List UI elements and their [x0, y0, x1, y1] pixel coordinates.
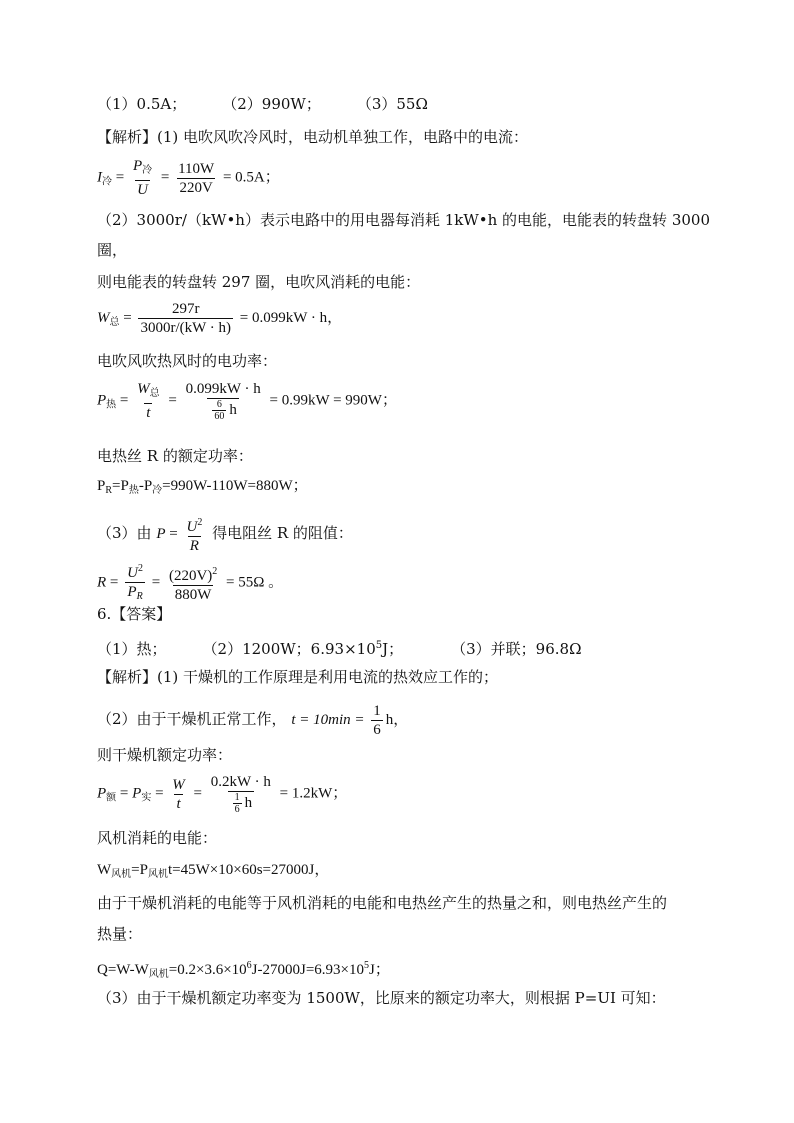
formula-heater-power: $P_R=P_热-P_冷=990W-110W=880W$； — [97, 478, 308, 496]
formula-resistance: R = $\frac{U^2}{P_R}$ = $\frac{(220V)^2}{880W}$ = 55Ω 。 — [97, 560, 283, 606]
answer-3: （3）55Ω — [356, 95, 428, 113]
formula-energy: $W_总$ = $\frac{297r}{3000r/(kW \cdot h)}$ = 0.099kW · h， — [97, 301, 343, 336]
formula-rated-power: $P_额 = P_实$ = $\frac{W}{t}$ = 0.2kW · h $\frac{1}{6}$ h = 1.2kW； — [97, 774, 348, 815]
formula-hot-power: $P_热$ = $\frac{W_总}{t}$ = 0.099kW · h $\frac{6}{60}$ h = 0.99kW = 990W； — [97, 381, 397, 422]
formula-heat: $Q=W-W_{风机}=0.2\times 3.6\times 10^6J-27000J=6.93\times 10^5J$； — [97, 960, 390, 980]
formula-current: $I_冷$ = $\frac{P_冷}{U}$ = $\frac{110W}{220V}$ = 0.5A； — [97, 158, 280, 198]
answer-line-6 — [97, 636, 582, 659]
heat-explanation: 由于干燥机消耗的电能等于风机消耗的电能和电热丝产生的热量之和，则电热丝产生的 — [97, 894, 668, 912]
fan-energy-intro: 风机消耗的电能： — [97, 829, 218, 847]
heater-power-intro: 电热丝 R 的额定功率： — [97, 447, 253, 465]
time-statement: （2）由于干燥机正常工作， t = 10min = $\frac{1}{6}$ h， — [97, 703, 409, 738]
answer-line-5 — [97, 94, 428, 114]
rated-power-intro: 则干燥机额定功率： — [97, 746, 233, 764]
answer-6-2: （2）1200W；$6.93\times 10^5J$； — [202, 640, 404, 658]
part-3-statement: （3）由于干燥机额定功率变为 1500W，比原来的额定功率大，则根据 P=UI 可知： — [97, 989, 666, 1007]
formula-fan-energy: $W_{风机}=P_{风机}t=45W\times 10\times 60s=27000J$， — [97, 862, 330, 880]
answer-2: （2）990W； — [222, 95, 321, 113]
resistance-intro: （3）由 P = $\frac{U^2}{R}$ 得电阻丝 R 的阻值： — [97, 517, 353, 554]
answer-6-1: （1）热； — [97, 640, 167, 658]
meter-explanation-cont: 圈， — [97, 241, 128, 259]
answer-6-3: （3）并联；96.8Ω — [451, 640, 582, 658]
analysis-heading-5: 【解析】(1) 电吹风吹冷风时，电动机单独工作，电路中的电流： — [97, 128, 529, 146]
analysis-heading-6: 【解析】(1) 干燥机的工作原理是利用电流的热效应工作的； — [97, 668, 499, 686]
question-6-heading: 6.【答案】 — [97, 605, 172, 623]
hot-power-intro: 电吹风吹热风时的电功率： — [97, 352, 278, 370]
meter-explanation: （2）3000r/（kW•h）表示电路中的用电器每消耗 1kW•h 的电能，电能表的转盘转 3000 — [97, 211, 710, 229]
heat-explanation-cont: 热量： — [97, 925, 143, 943]
answer-1: （1）0.5A； — [97, 95, 187, 113]
energy-intro: 则电能表的转盘转 297 圈，电吹风消耗的电能： — [97, 273, 421, 291]
